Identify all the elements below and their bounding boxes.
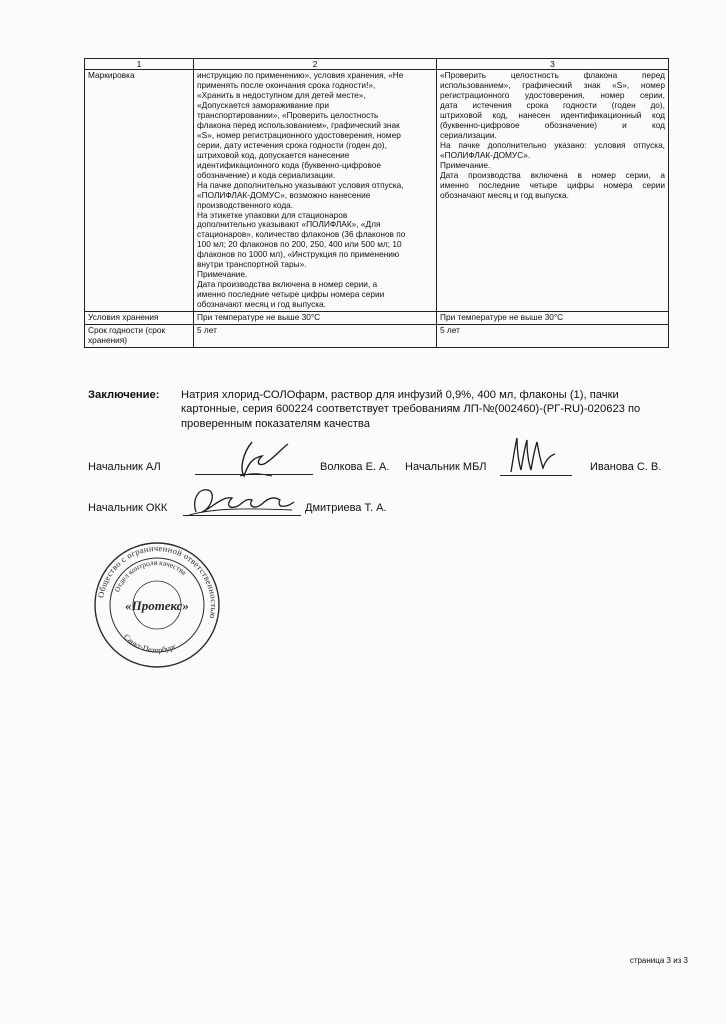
cell-line: «ПОЛИФЛАК-ДОМУС». [440, 149, 531, 160]
cell-line: обозначают месяц и год выпуска. [440, 189, 569, 200]
cell-line: применять после окончания срока годности!», [197, 80, 376, 91]
cell-line: использованием», графический знак «S», номер [440, 80, 665, 91]
stamp-bottom-text: Санкт-Петербург [121, 632, 178, 655]
cell-line: На этикетке упаковки для стационаров [197, 209, 348, 220]
cell-line: обозначение) и кода сериализации. [197, 169, 336, 180]
storage-requirement: При температуре не выше 30°С [194, 312, 437, 325]
cell-line: транспортировании», «Проверить целостность [197, 110, 379, 120]
page-number: страница 3 из 3 [629, 956, 688, 965]
cell-line: серии, дату истечения срока годности (годен до), [197, 139, 387, 150]
table-row-marking [85, 70, 669, 312]
okk-name: Дмитриева Т. А. [305, 502, 387, 514]
svg-text:Санкт-Петербург [122, 632, 178, 654]
cell-line: сериализации. [440, 129, 497, 140]
header-col-2: 2 [194, 59, 437, 70]
row-name-marking: Маркировка [85, 70, 194, 312]
cell-line: «Допускается замораживание при [197, 100, 330, 111]
table-header-row [85, 59, 669, 70]
cell-line: «S», номер регистрационного удостоверения, номер [197, 129, 401, 140]
cell-line: флакона перед использованием», графический знак [197, 119, 400, 130]
header-col-3: 3 [437, 59, 669, 70]
conclusion-label: Заключение: [88, 389, 160, 401]
mbl-name: Иванова С. В. [590, 461, 662, 473]
stamp-center-text: «Протекс» [125, 598, 189, 613]
cell-line: дата истечения срока годности (годен до), [440, 100, 665, 111]
cell-line: 100 мл; 20 флаконов по 200, 250, 400 или 500 мл; 10 [197, 239, 402, 250]
cell-line: производственного кода. [197, 199, 294, 210]
cell-line: флаконов по 1000 мл), «Инструкция по применению [197, 249, 400, 260]
conclusion-line: проверенным показателям качества [181, 417, 370, 430]
cell-line: стационаров», количество флаконов (36 флаконов по [197, 229, 406, 240]
row-name-storage: Условия хранения [85, 312, 194, 325]
conclusion-line: Натрия хлорид-СОЛОфарм, раствор для инфузий 0,9%, 400 мл, флаконы (1), пачки [181, 389, 619, 401]
cell-line: На пачке дополнительно указано: условия отпуска, [440, 139, 665, 150]
shelf-life-requirement: 5 лет [194, 325, 437, 348]
row-name-shelf-life-line: хранения) [88, 334, 128, 345]
shelf-life-actual: 5 лет [437, 325, 669, 348]
cell-line: «ПОЛИФЛАК-ДОМУС», возможно нанесение [197, 189, 371, 200]
al-name: Волкова Е. А. [320, 461, 390, 473]
cell-line: именно последние четыре цифры номера серии [440, 179, 665, 190]
marking-actual-text [440, 71, 665, 200]
stamp-inner-text: Отдел контроля качества [112, 557, 189, 594]
marking-requirements-text [197, 71, 433, 310]
cell-line: идентификационного кода (буквенно-цифровое [197, 159, 382, 170]
stamp-outer-text: Общество с ограниченной ответственностью [95, 542, 220, 620]
cell-line: инструкцию по применению», условия хранения, «Не [197, 70, 404, 81]
cell-line: дополнительно указывают «ПОЛИФЛАК», «Для [197, 219, 381, 230]
conclusion-line: картонные, серия 600224 соответствует требованиям ЛП-№(002460)-(РГ-RU)-020623 по [181, 403, 641, 416]
company-stamp [92, 540, 222, 670]
cell-line: «Проверить целостность флакона перед [440, 70, 665, 81]
cell-line: Дата производства включена в номер серии, а [440, 169, 665, 180]
cell-line: «Хранить в недоступном для детей месте», [197, 90, 366, 101]
cell-line: Примечание. [197, 269, 248, 280]
cell-line: На пачке дополнительно указывают условия отпуска, [197, 179, 404, 190]
cell-line: Дата производства включена в номер серии, а [197, 279, 378, 290]
marking-requirements [194, 70, 437, 312]
storage-actual: При температуре не выше 30°С [437, 312, 669, 325]
okk-signature [182, 478, 302, 522]
cell-line: Примечание. [440, 159, 491, 170]
al-signature [222, 436, 302, 482]
header-col-1: 1 [85, 59, 194, 70]
okk-title: Начальник ОКК [88, 502, 168, 514]
cell-line: именно последние четыре цифры номера серии [197, 289, 385, 300]
table-row-shelf-life [85, 325, 669, 348]
cell-line: штриховой код, нанесен идентификационный код [440, 110, 665, 120]
row-name-shelf-life [85, 325, 194, 348]
cell-line: внутри транспортной тары». [197, 259, 307, 270]
cell-line: (буквенно-цифровое обозначение) и код [440, 119, 665, 130]
conclusion-text [181, 388, 671, 431]
table-row-storage [85, 312, 669, 325]
cell-line: регистрационного удостоверения, номер серии, [440, 90, 665, 101]
specification-table [84, 58, 669, 348]
cell-line: штриховой код, допускается нанесение [197, 149, 350, 160]
mbl-title: Начальник МБЛ [405, 461, 487, 473]
marking-actual [437, 70, 669, 312]
cell-line: обозначают месяц и год выпуска. [197, 299, 326, 310]
mbl-signature [505, 432, 565, 478]
al-title: Начальник АЛ [88, 461, 161, 473]
row-name-shelf-life-line: Срок годности (срок [88, 325, 166, 336]
